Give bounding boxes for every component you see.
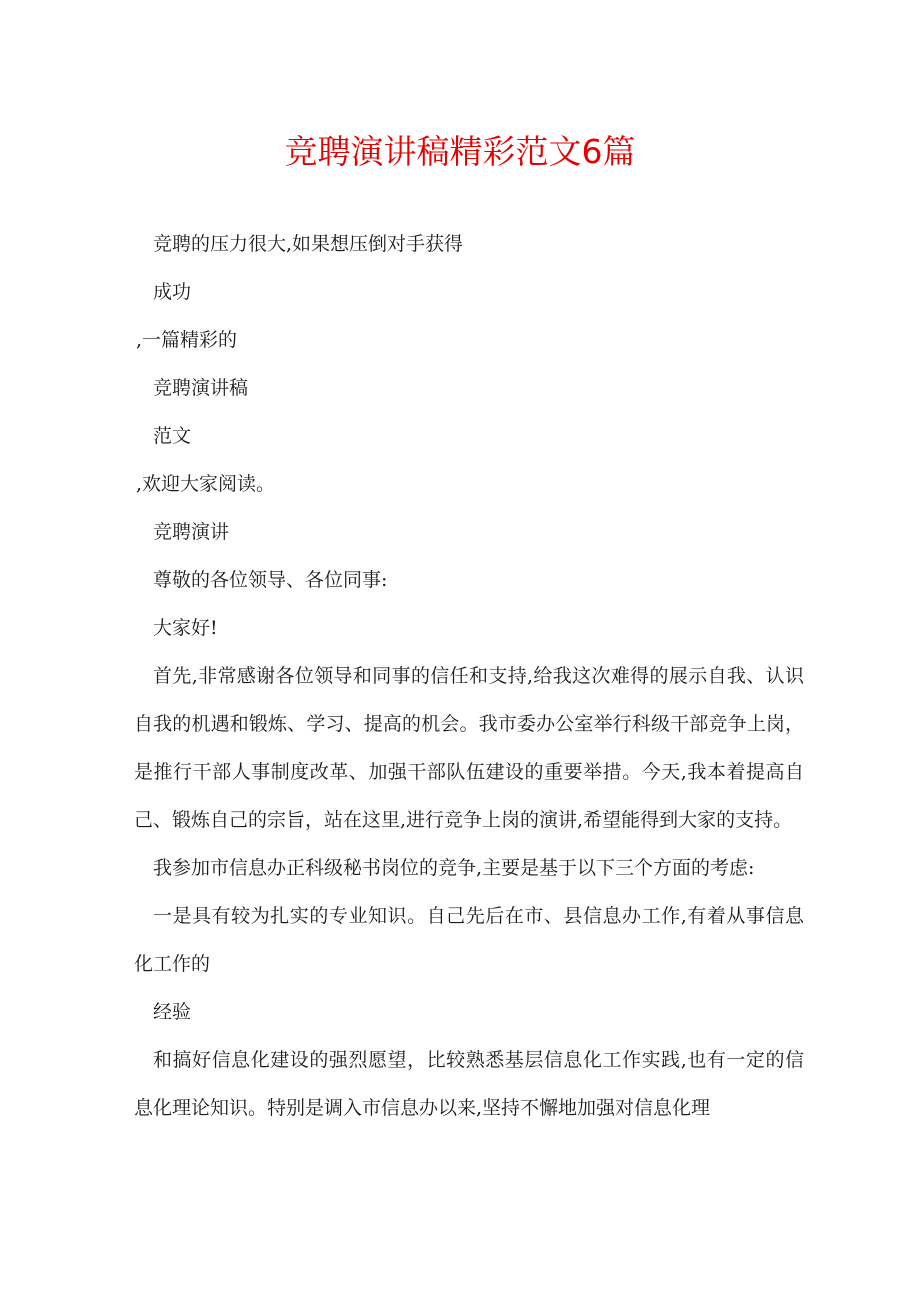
paragraph: 经验 [153,1001,192,1023]
document-title: 竞聘演讲稿精彩范文6篇 [284,132,636,171]
paragraph: 范文 [153,425,192,447]
paragraph: ,欢迎大家阅读。 [136,473,276,495]
paragraph: 竞聘的压力很大,如果想压倒对手获得 [153,233,464,255]
paragraph: ,一篇精彩的 [136,329,238,351]
paragraph: 大家好! [153,617,218,639]
document-body [134,220,804,1132]
paragraph: 我参加市信息办正科级秘书岗位的竞争,主要是基于以下三个方面的考虑: [153,857,755,879]
paragraph: 一是具有较为扎实的专业知识。自己先后在市、县信息办工作,有着从事信息化工作的 [134,905,804,975]
paragraph: 和搞好信息化建设的强烈愿望，比较熟悉基层信息化工作实践,也有一定的信息化理论知识。特别是调入市信息办以来,坚持不懈地加强对信息化理 [134,1049,804,1119]
paragraph: 尊敬的各位领导、各位同事: [153,569,388,591]
paragraph: 首先,非常感谢各位领导和同事的信任和支持,给我这次难得的展示自我、认识自我的机遇和锻炼、学习、提高的机会。我市委办公室举行科级干部竞争上岗，是推行干部人事制度改革、加强干部队伍建设的重要举措。今天,我本着提高自己、锻炼自己的宗旨，站在这里,进行竞争上岗的演讲,希望能得到大家的支持。 [134,665,804,831]
paragraph: 成功 [153,281,192,303]
paragraph: 竞聘演讲稿 [153,377,249,399]
paragraph: 竞聘演讲 [153,521,230,543]
